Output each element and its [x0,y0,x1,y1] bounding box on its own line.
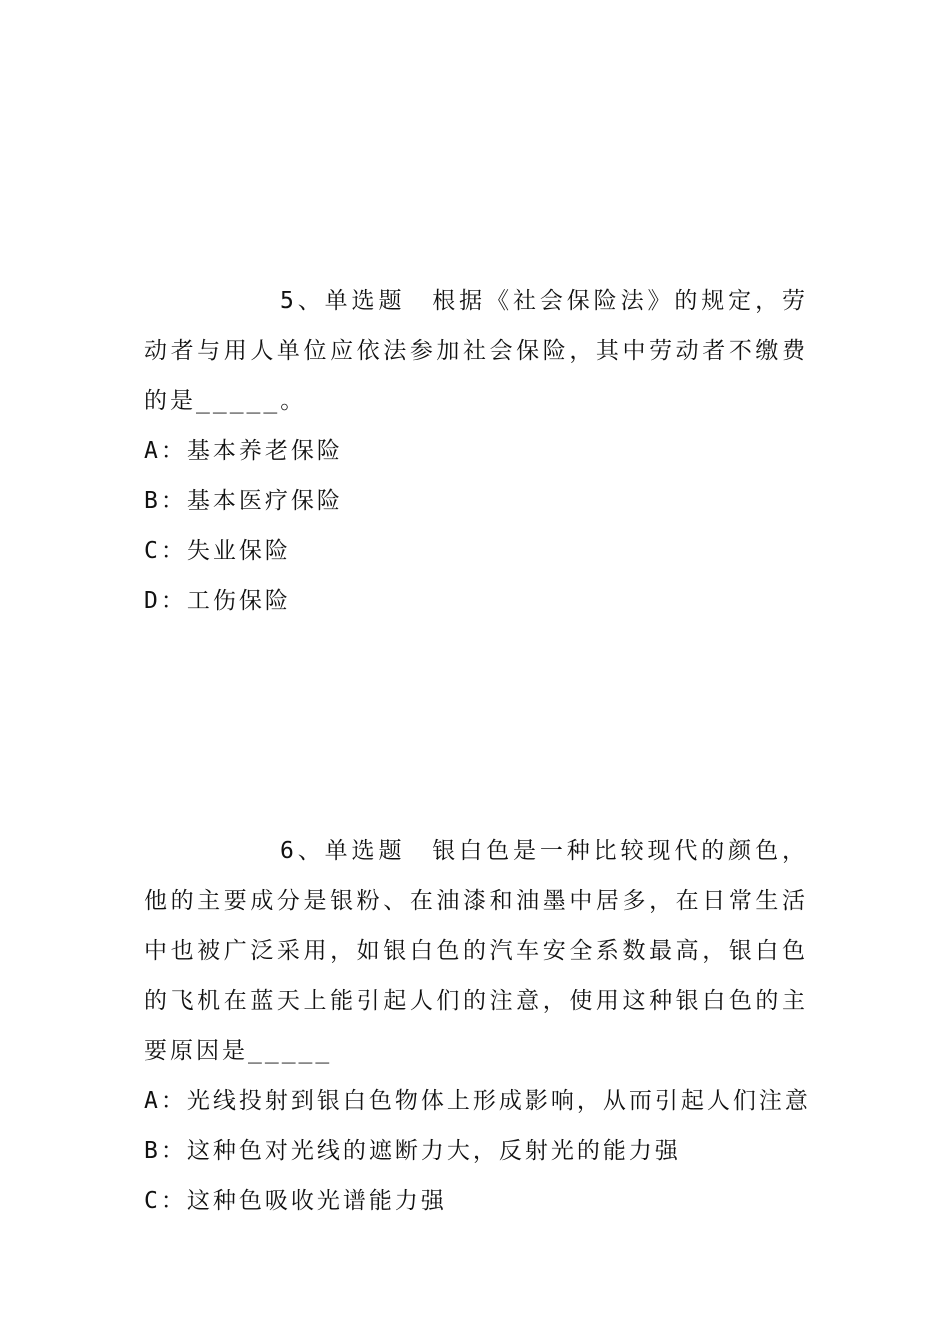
question-5 [144,276,808,626]
question-5-option-d: D：工伤保险 [144,588,291,614]
question-5-option-a: A：基本养老保险 [144,438,343,464]
question-6-stem: 6、单选题 银白色是一种比较现代的颜色，他的主要成分是银粉、在油漆和油墨中居多，在日常生活中也被广泛采用，如银白色的汽车安全系数最高，银白色的飞机在蓝天上能引起人们的注意，使用这种银白色的主要原因是_____ [144,838,808,1064]
question-6 [144,826,811,1226]
question-5-option-b: B：基本医疗保险 [144,488,343,514]
question-6-option-b: B：这种色对光线的遮断力大，反射光的能力强 [144,1138,681,1164]
question-6-option-a: A：光线投射到银白色物体上形成影响，从而引起人们注意 [144,1088,811,1114]
question-6-option-c: C：这种色吸收光谱能力强 [144,1188,447,1214]
question-5-option-c: C：失业保险 [144,538,291,564]
question-5-stem: 5、单选题 根据《社会保险法》的规定，劳动者与用人单位应依法参加社会保险，其中劳动者不缴费的是_____。 [144,288,808,414]
